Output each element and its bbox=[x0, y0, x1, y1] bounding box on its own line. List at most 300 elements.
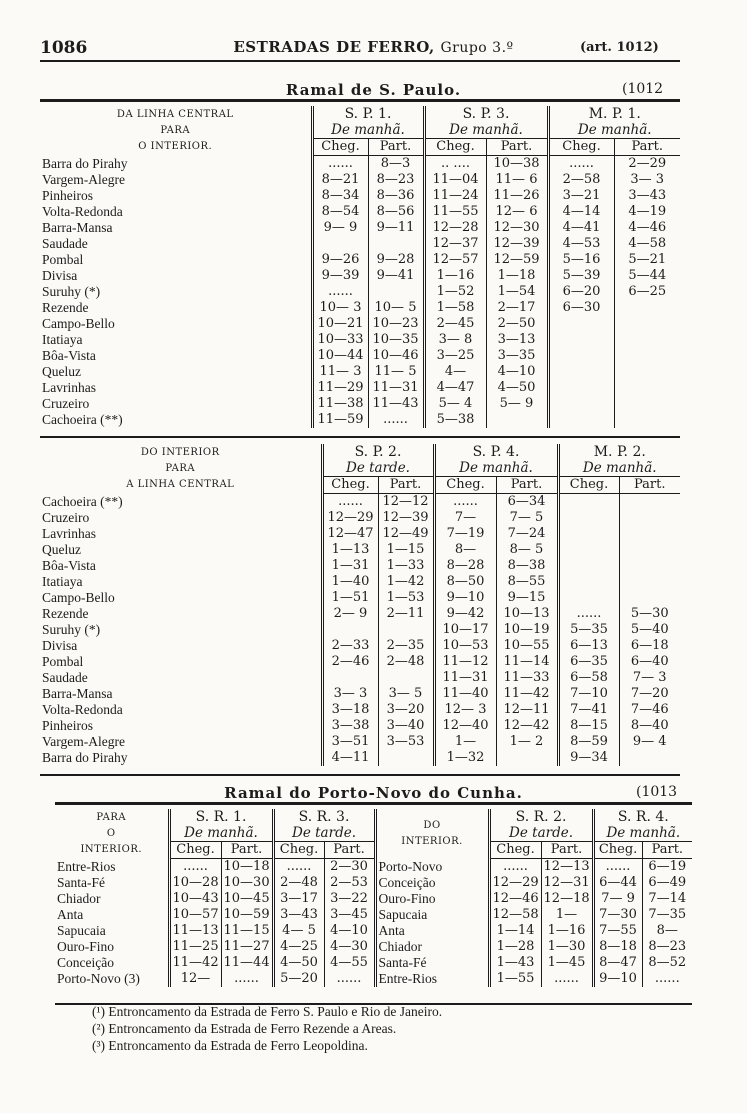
station-name: Barra-Mansa bbox=[42, 220, 113, 235]
departure-time: 1—18 bbox=[486, 268, 548, 284]
col-cheg: Cheg. bbox=[424, 139, 486, 156]
station-name: Ouro-Fino bbox=[57, 939, 114, 954]
departure-time bbox=[619, 590, 680, 606]
departure-time: 11—14 bbox=[496, 654, 558, 670]
departure-time: 8—36 bbox=[368, 188, 424, 204]
departure-time bbox=[378, 670, 434, 686]
arrival-time: 9—10 bbox=[593, 971, 642, 987]
departure-time: 9—11 bbox=[368, 220, 424, 236]
departure-time: 12— 6 bbox=[486, 204, 548, 220]
station-name: Campo-Bello bbox=[42, 316, 115, 331]
train-name: S. P. 3. bbox=[424, 106, 548, 122]
timetable-row bbox=[55, 923, 692, 939]
sp-out-dir-line: DA LINHA CENTRAL bbox=[116, 108, 234, 120]
sp-rule-mid bbox=[40, 436, 680, 438]
page-article: (art. 1012) bbox=[580, 40, 659, 55]
arrival-time: ...... bbox=[169, 859, 221, 876]
pn-left-dir-line: O bbox=[106, 827, 116, 839]
departure-time bbox=[486, 412, 548, 428]
station-name: Chiador bbox=[375, 939, 489, 955]
departure-time bbox=[614, 364, 680, 380]
arrival-time: 8—28 bbox=[434, 558, 496, 574]
train-name: M. P. 2. bbox=[558, 444, 680, 460]
train-name: S. R. 4. bbox=[593, 809, 692, 825]
departure-time: 12—31 bbox=[541, 875, 593, 891]
departure-time: 7—14 bbox=[642, 891, 692, 907]
departure-time: 12—18 bbox=[541, 891, 593, 907]
timetable-row bbox=[40, 364, 680, 380]
arrival-time: 6—58 bbox=[558, 670, 619, 686]
train-period: De manhã. bbox=[434, 460, 558, 477]
departure-time: 2—50 bbox=[486, 316, 548, 332]
arrival-time: ...... bbox=[558, 606, 619, 622]
timetable-row bbox=[55, 939, 692, 955]
timetable-row bbox=[40, 494, 680, 511]
departure-time: 1— 2 bbox=[496, 734, 558, 750]
timetable-row bbox=[40, 750, 680, 766]
timetable-row bbox=[55, 891, 692, 907]
departure-time: 12—59 bbox=[486, 252, 548, 268]
arrival-time: 4—14 bbox=[548, 204, 614, 220]
arrival-time: 1—31 bbox=[322, 558, 378, 574]
arrival-time: 9—26 bbox=[312, 252, 368, 268]
departure-time: 12—49 bbox=[378, 526, 434, 542]
station-name: Santa-Fé bbox=[375, 955, 489, 971]
station-name: Bôa-Vista bbox=[42, 348, 96, 363]
departure-time: 7—35 bbox=[642, 907, 692, 923]
station-name: Pinheiros bbox=[42, 188, 94, 203]
departure-time: 5— 9 bbox=[486, 396, 548, 412]
departure-time: 11—26 bbox=[486, 188, 548, 204]
departure-time bbox=[619, 750, 680, 766]
station-name: Suruhy (*) bbox=[42, 622, 101, 637]
departure-time: 11— 5 bbox=[368, 364, 424, 380]
departure-time: 8—40 bbox=[619, 718, 680, 734]
timetable-row bbox=[40, 670, 680, 686]
timetable-row bbox=[40, 204, 680, 220]
arrival-time: 10—28 bbox=[169, 875, 221, 891]
sp-back-dir-line: PARA bbox=[165, 462, 196, 474]
departure-time: 11—27 bbox=[221, 939, 273, 955]
arrival-time: 11—12 bbox=[434, 654, 496, 670]
pn-table bbox=[55, 809, 692, 987]
train-period: De manhã. bbox=[424, 122, 548, 139]
departure-time: 2—48 bbox=[378, 654, 434, 670]
arrival-time: 4—11 bbox=[322, 750, 378, 766]
timetable-row bbox=[40, 606, 680, 622]
station-name: Bôa-Vista bbox=[42, 558, 96, 573]
col-part: Part. bbox=[619, 477, 680, 494]
train-name: S. R. 3. bbox=[273, 809, 375, 825]
arrival-time bbox=[558, 526, 619, 542]
col-cheg: Cheg. bbox=[434, 477, 496, 494]
footnote: (³) Entroncamento da Estrada de Ferro Leopoldina. bbox=[92, 1038, 368, 1053]
arrival-time: 11—29 bbox=[312, 380, 368, 396]
departure-time bbox=[619, 574, 680, 590]
departure-time: 4—30 bbox=[324, 939, 375, 955]
arrival-time: 12—58 bbox=[489, 907, 541, 923]
timetable-row bbox=[40, 220, 680, 236]
departure-time: 8—52 bbox=[642, 955, 692, 971]
station-name: Barra do Pirahy bbox=[42, 750, 128, 765]
page-group: Grupo 3.º bbox=[440, 40, 514, 56]
departure-time: 12—30 bbox=[486, 220, 548, 236]
departure-time: 1—33 bbox=[378, 558, 434, 574]
arrival-time: 12— 3 bbox=[434, 702, 496, 718]
departure-time: 11—42 bbox=[496, 686, 558, 702]
arrival-time: 8—21 bbox=[312, 172, 368, 188]
arrival-time: 2—58 bbox=[548, 172, 614, 188]
departure-time bbox=[378, 750, 434, 766]
timetable-row bbox=[40, 316, 680, 332]
station-name: Queluz bbox=[42, 542, 81, 557]
train-period: De tarde. bbox=[489, 825, 593, 842]
departure-time: ...... bbox=[368, 412, 424, 428]
station-name: Ouro-Fino bbox=[375, 891, 489, 907]
col-cheg: Cheg. bbox=[548, 139, 614, 156]
departure-time: 3— 3 bbox=[614, 172, 680, 188]
arrival-time: 5—39 bbox=[548, 268, 614, 284]
departure-time: 3—20 bbox=[378, 702, 434, 718]
arrival-time: 11—13 bbox=[169, 923, 221, 939]
station-name: Santa-Fé bbox=[57, 875, 105, 890]
arrival-time: 6—30 bbox=[548, 300, 614, 316]
departure-time: 4—10 bbox=[324, 923, 375, 939]
arrival-time: 4—25 bbox=[273, 939, 324, 955]
pn-left-dir-line: PARA bbox=[96, 811, 127, 823]
arrival-time: 12—37 bbox=[424, 236, 486, 252]
arrival-time: 8—50 bbox=[434, 574, 496, 590]
arrival-time: 3— 3 bbox=[322, 686, 378, 702]
departure-time: 4—10 bbox=[486, 364, 548, 380]
departure-time: 1—16 bbox=[541, 923, 593, 939]
departure-time: 8—23 bbox=[368, 172, 424, 188]
timetable-row bbox=[40, 284, 680, 300]
arrival-time: 1—51 bbox=[322, 590, 378, 606]
arrival-time: 11— 3 bbox=[312, 364, 368, 380]
station-name: Cachoeira (**) bbox=[42, 412, 123, 427]
station-name: Itatiaya bbox=[42, 332, 83, 347]
arrival-time: 10—44 bbox=[312, 348, 368, 364]
departure-time: 1—30 bbox=[541, 939, 593, 955]
arrival-time: 11—38 bbox=[312, 396, 368, 412]
departure-time bbox=[619, 510, 680, 526]
timetable-row bbox=[40, 574, 680, 590]
station-name: Rezende bbox=[42, 606, 89, 621]
arrival-time bbox=[558, 510, 619, 526]
arrival-time: 12— bbox=[169, 971, 221, 987]
arrival-time: ...... bbox=[434, 494, 496, 511]
station-name: Rezende bbox=[42, 300, 89, 315]
departure-time: ...... bbox=[221, 971, 273, 987]
arrival-time: 11—40 bbox=[434, 686, 496, 702]
departure-time: 6—40 bbox=[619, 654, 680, 670]
pn-title: Ramal do Porto-Novo do Cunha. bbox=[224, 784, 523, 802]
departure-time bbox=[614, 396, 680, 412]
departure-time bbox=[614, 332, 680, 348]
departure-time bbox=[619, 494, 680, 511]
departure-time: 2—11 bbox=[378, 606, 434, 622]
departure-time: 12—12 bbox=[378, 494, 434, 511]
station-name: Vargem-Alegre bbox=[42, 734, 125, 749]
arrival-time bbox=[548, 380, 614, 396]
departure-time: 10—30 bbox=[221, 875, 273, 891]
arrival-time bbox=[558, 558, 619, 574]
station-name: Cruzeiro bbox=[42, 510, 90, 525]
departure-time bbox=[619, 542, 680, 558]
timetable-row bbox=[40, 252, 680, 268]
station-name: Divisa bbox=[42, 638, 78, 653]
departure-time bbox=[619, 526, 680, 542]
sp-return-table bbox=[40, 444, 680, 766]
station-name: Suruhy (*) bbox=[42, 284, 101, 299]
arrival-time bbox=[558, 590, 619, 606]
arrival-time: 7—55 bbox=[593, 923, 642, 939]
departure-time: 10—19 bbox=[496, 622, 558, 638]
arrival-time: 8—34 bbox=[312, 188, 368, 204]
departure-time: 3—45 bbox=[324, 907, 375, 923]
departure-time: 3—22 bbox=[324, 891, 375, 907]
station-name: Lavrinhas bbox=[42, 380, 96, 395]
sp-back-dir-line: DO INTERIOR bbox=[140, 446, 220, 458]
departure-time: 12—39 bbox=[486, 236, 548, 252]
arrival-time: 2—33 bbox=[322, 638, 378, 654]
arrival-time: 7—30 bbox=[593, 907, 642, 923]
page-title: ESTRADAS DE FERRO, Grupo 3.º bbox=[233, 38, 514, 56]
train-name: M. P. 1. bbox=[548, 106, 680, 122]
col-part: Part. bbox=[496, 477, 558, 494]
departure-time: 1—54 bbox=[486, 284, 548, 300]
pn-right-dir-line: INTERIOR. bbox=[401, 835, 463, 847]
departure-time: 4—58 bbox=[614, 236, 680, 252]
arrival-time: 1—52 bbox=[424, 284, 486, 300]
station-name: Conceição bbox=[57, 955, 114, 970]
arrival-time bbox=[322, 670, 378, 686]
arrival-time: 4— 5 bbox=[273, 923, 324, 939]
departure-time: 10—46 bbox=[368, 348, 424, 364]
train-period: De manhã. bbox=[548, 122, 680, 139]
arrival-time: 4—53 bbox=[548, 236, 614, 252]
station-name: Chiador bbox=[57, 891, 101, 906]
departure-time: 1—15 bbox=[378, 542, 434, 558]
arrival-time: 5—16 bbox=[548, 252, 614, 268]
departure-time: 6—49 bbox=[642, 875, 692, 891]
timetable-row bbox=[40, 300, 680, 316]
arrival-time: 12—28 bbox=[424, 220, 486, 236]
sp-rule-top bbox=[40, 99, 680, 102]
col-part: Part. bbox=[324, 842, 375, 859]
arrival-time: 3—17 bbox=[273, 891, 324, 907]
arrival-time: 7—10 bbox=[558, 686, 619, 702]
departure-time: 12—42 bbox=[496, 718, 558, 734]
station-name: Pombal bbox=[42, 654, 84, 669]
station-name: Cachoeira (**) bbox=[42, 493, 123, 509]
train-period: De manhã. bbox=[558, 460, 680, 477]
arrival-time: 5—35 bbox=[558, 622, 619, 638]
departure-time: 7—46 bbox=[619, 702, 680, 718]
station-name: Barra do Pirahy bbox=[42, 155, 128, 171]
col-cheg: Cheg. bbox=[322, 477, 378, 494]
departure-time: 1—42 bbox=[378, 574, 434, 590]
timetable-row bbox=[40, 412, 680, 428]
arrival-time: 8— bbox=[434, 542, 496, 558]
station-name: Porto-Novo (3) bbox=[57, 971, 140, 986]
timetable-row bbox=[40, 654, 680, 670]
arrival-time: 3—43 bbox=[273, 907, 324, 923]
departure-time: 8— 5 bbox=[496, 542, 558, 558]
departure-time: 11— 6 bbox=[486, 172, 548, 188]
arrival-time: 2—46 bbox=[322, 654, 378, 670]
sp-rule-bottom bbox=[40, 774, 680, 776]
departure-time: ...... bbox=[541, 971, 593, 987]
arrival-time: 1—43 bbox=[489, 955, 541, 971]
train-name: S. R. 2. bbox=[489, 809, 593, 825]
sp-back-direction bbox=[40, 444, 322, 494]
arrival-time bbox=[558, 494, 619, 511]
arrival-time: 11—04 bbox=[424, 172, 486, 188]
departure-time: 1—45 bbox=[541, 955, 593, 971]
timetable-row bbox=[40, 348, 680, 364]
arrival-time bbox=[322, 622, 378, 638]
sp-outbound-table bbox=[40, 106, 680, 428]
departure-time: 7—24 bbox=[496, 526, 558, 542]
departure-time: 8—38 bbox=[496, 558, 558, 574]
departure-time: 11—43 bbox=[368, 396, 424, 412]
departure-time: 8—56 bbox=[368, 204, 424, 220]
departure-time: 11—31 bbox=[368, 380, 424, 396]
departure-time: 8—55 bbox=[496, 574, 558, 590]
arrival-time: 1— bbox=[434, 734, 496, 750]
timetable-row bbox=[40, 718, 680, 734]
station-name: Entre-Rios bbox=[375, 971, 489, 987]
arrival-time: 1—40 bbox=[322, 574, 378, 590]
timetable-row bbox=[40, 590, 680, 606]
arrival-time: 11—24 bbox=[424, 188, 486, 204]
arrival-time bbox=[548, 316, 614, 332]
departure-time: 4—19 bbox=[614, 204, 680, 220]
departure-time: 5—40 bbox=[619, 622, 680, 638]
arrival-time: 3—51 bbox=[322, 734, 378, 750]
arrival-time bbox=[558, 542, 619, 558]
arrival-time: 11—25 bbox=[169, 939, 221, 955]
arrival-time: 12—47 bbox=[322, 526, 378, 542]
pn-ref: (1013 bbox=[636, 784, 678, 800]
arrival-time: 9—39 bbox=[312, 268, 368, 284]
col-cheg: Cheg. bbox=[558, 477, 619, 494]
station-name: Itatiaya bbox=[42, 574, 83, 589]
col-cheg: Cheg. bbox=[593, 842, 642, 859]
station-name: Queluz bbox=[42, 364, 81, 379]
departure-time bbox=[368, 284, 424, 300]
departure-time: 3—13 bbox=[486, 332, 548, 348]
timetable-row bbox=[40, 172, 680, 188]
train-period: De manhã. bbox=[593, 825, 692, 842]
timetable-row bbox=[40, 542, 680, 558]
departure-time: 2—30 bbox=[324, 859, 375, 876]
arrival-time: 5— 4 bbox=[424, 396, 486, 412]
timetable-row bbox=[40, 622, 680, 638]
train-name: S. P. 4. bbox=[434, 444, 558, 460]
departure-time: 11—15 bbox=[221, 923, 273, 939]
arrival-time: ...... bbox=[312, 156, 368, 173]
departure-time: 10—35 bbox=[368, 332, 424, 348]
station-name: Saudade bbox=[42, 670, 88, 685]
col-part: Part. bbox=[642, 842, 692, 859]
departure-time: 3—53 bbox=[378, 734, 434, 750]
arrival-time: 4—47 bbox=[424, 380, 486, 396]
departure-time: 3—43 bbox=[614, 188, 680, 204]
departure-time: 12—11 bbox=[496, 702, 558, 718]
departure-time: 10—55 bbox=[496, 638, 558, 654]
sp-out-dir-line: O INTERIOR. bbox=[138, 140, 213, 152]
col-part: Part. bbox=[378, 477, 434, 494]
station-name: Divisa bbox=[42, 268, 78, 283]
timetable-row bbox=[40, 510, 680, 526]
departure-time bbox=[496, 750, 558, 766]
arrival-time: 8—54 bbox=[312, 204, 368, 220]
col-cheg: Cheg. bbox=[312, 139, 368, 156]
arrival-time: 3— 8 bbox=[424, 332, 486, 348]
arrival-time: ...... bbox=[273, 859, 324, 876]
arrival-time: 9—34 bbox=[558, 750, 619, 766]
station-name: Entre-Rios bbox=[57, 858, 116, 874]
arrival-time: 2—45 bbox=[424, 316, 486, 332]
departure-time: 1—53 bbox=[378, 590, 434, 606]
arrival-time: 10— 3 bbox=[312, 300, 368, 316]
departure-time: 4—55 bbox=[324, 955, 375, 971]
departure-time: 4—50 bbox=[486, 380, 548, 396]
departure-time: 6—34 bbox=[496, 494, 558, 511]
arrival-time: 7— bbox=[434, 510, 496, 526]
arrival-time bbox=[548, 364, 614, 380]
arrival-time: 8—59 bbox=[558, 734, 619, 750]
timetable-row bbox=[55, 875, 692, 891]
departure-time: 7— 3 bbox=[619, 670, 680, 686]
pn-left-direction bbox=[55, 809, 169, 859]
col-cheg: Cheg. bbox=[489, 842, 541, 859]
arrival-time: 2— 9 bbox=[322, 606, 378, 622]
pn-right-dir-line: DO bbox=[423, 819, 441, 831]
station-name: Vargem-Alegre bbox=[42, 172, 125, 187]
arrival-time: 9—10 bbox=[434, 590, 496, 606]
arrival-time: 10—33 bbox=[312, 332, 368, 348]
departure-time: 10—13 bbox=[496, 606, 558, 622]
departure-time: 8— bbox=[642, 923, 692, 939]
arrival-time: 6—35 bbox=[558, 654, 619, 670]
timetable-row bbox=[40, 526, 680, 542]
timetable-row bbox=[40, 558, 680, 574]
timetable-row bbox=[40, 380, 680, 396]
sp-ref: (1012 bbox=[622, 81, 664, 97]
timetable-row bbox=[55, 971, 692, 987]
station-name: Saudade bbox=[42, 236, 88, 251]
arrival-time: 12—29 bbox=[322, 510, 378, 526]
departure-time: 7—20 bbox=[619, 686, 680, 702]
departure-time bbox=[619, 558, 680, 574]
arrival-time: 12—46 bbox=[489, 891, 541, 907]
timetable-row bbox=[40, 268, 680, 284]
arrival-time: 1—28 bbox=[489, 939, 541, 955]
arrival-time: 9—42 bbox=[434, 606, 496, 622]
station-name: Lavrinhas bbox=[42, 526, 96, 541]
departure-time: 3—35 bbox=[486, 348, 548, 364]
departure-time: 2—29 bbox=[614, 156, 680, 173]
arrival-time: 11—31 bbox=[434, 670, 496, 686]
arrival-time: 8—15 bbox=[558, 718, 619, 734]
page-number: 1086 bbox=[40, 38, 88, 58]
departure-time: 10—59 bbox=[221, 907, 273, 923]
arrival-time bbox=[548, 332, 614, 348]
